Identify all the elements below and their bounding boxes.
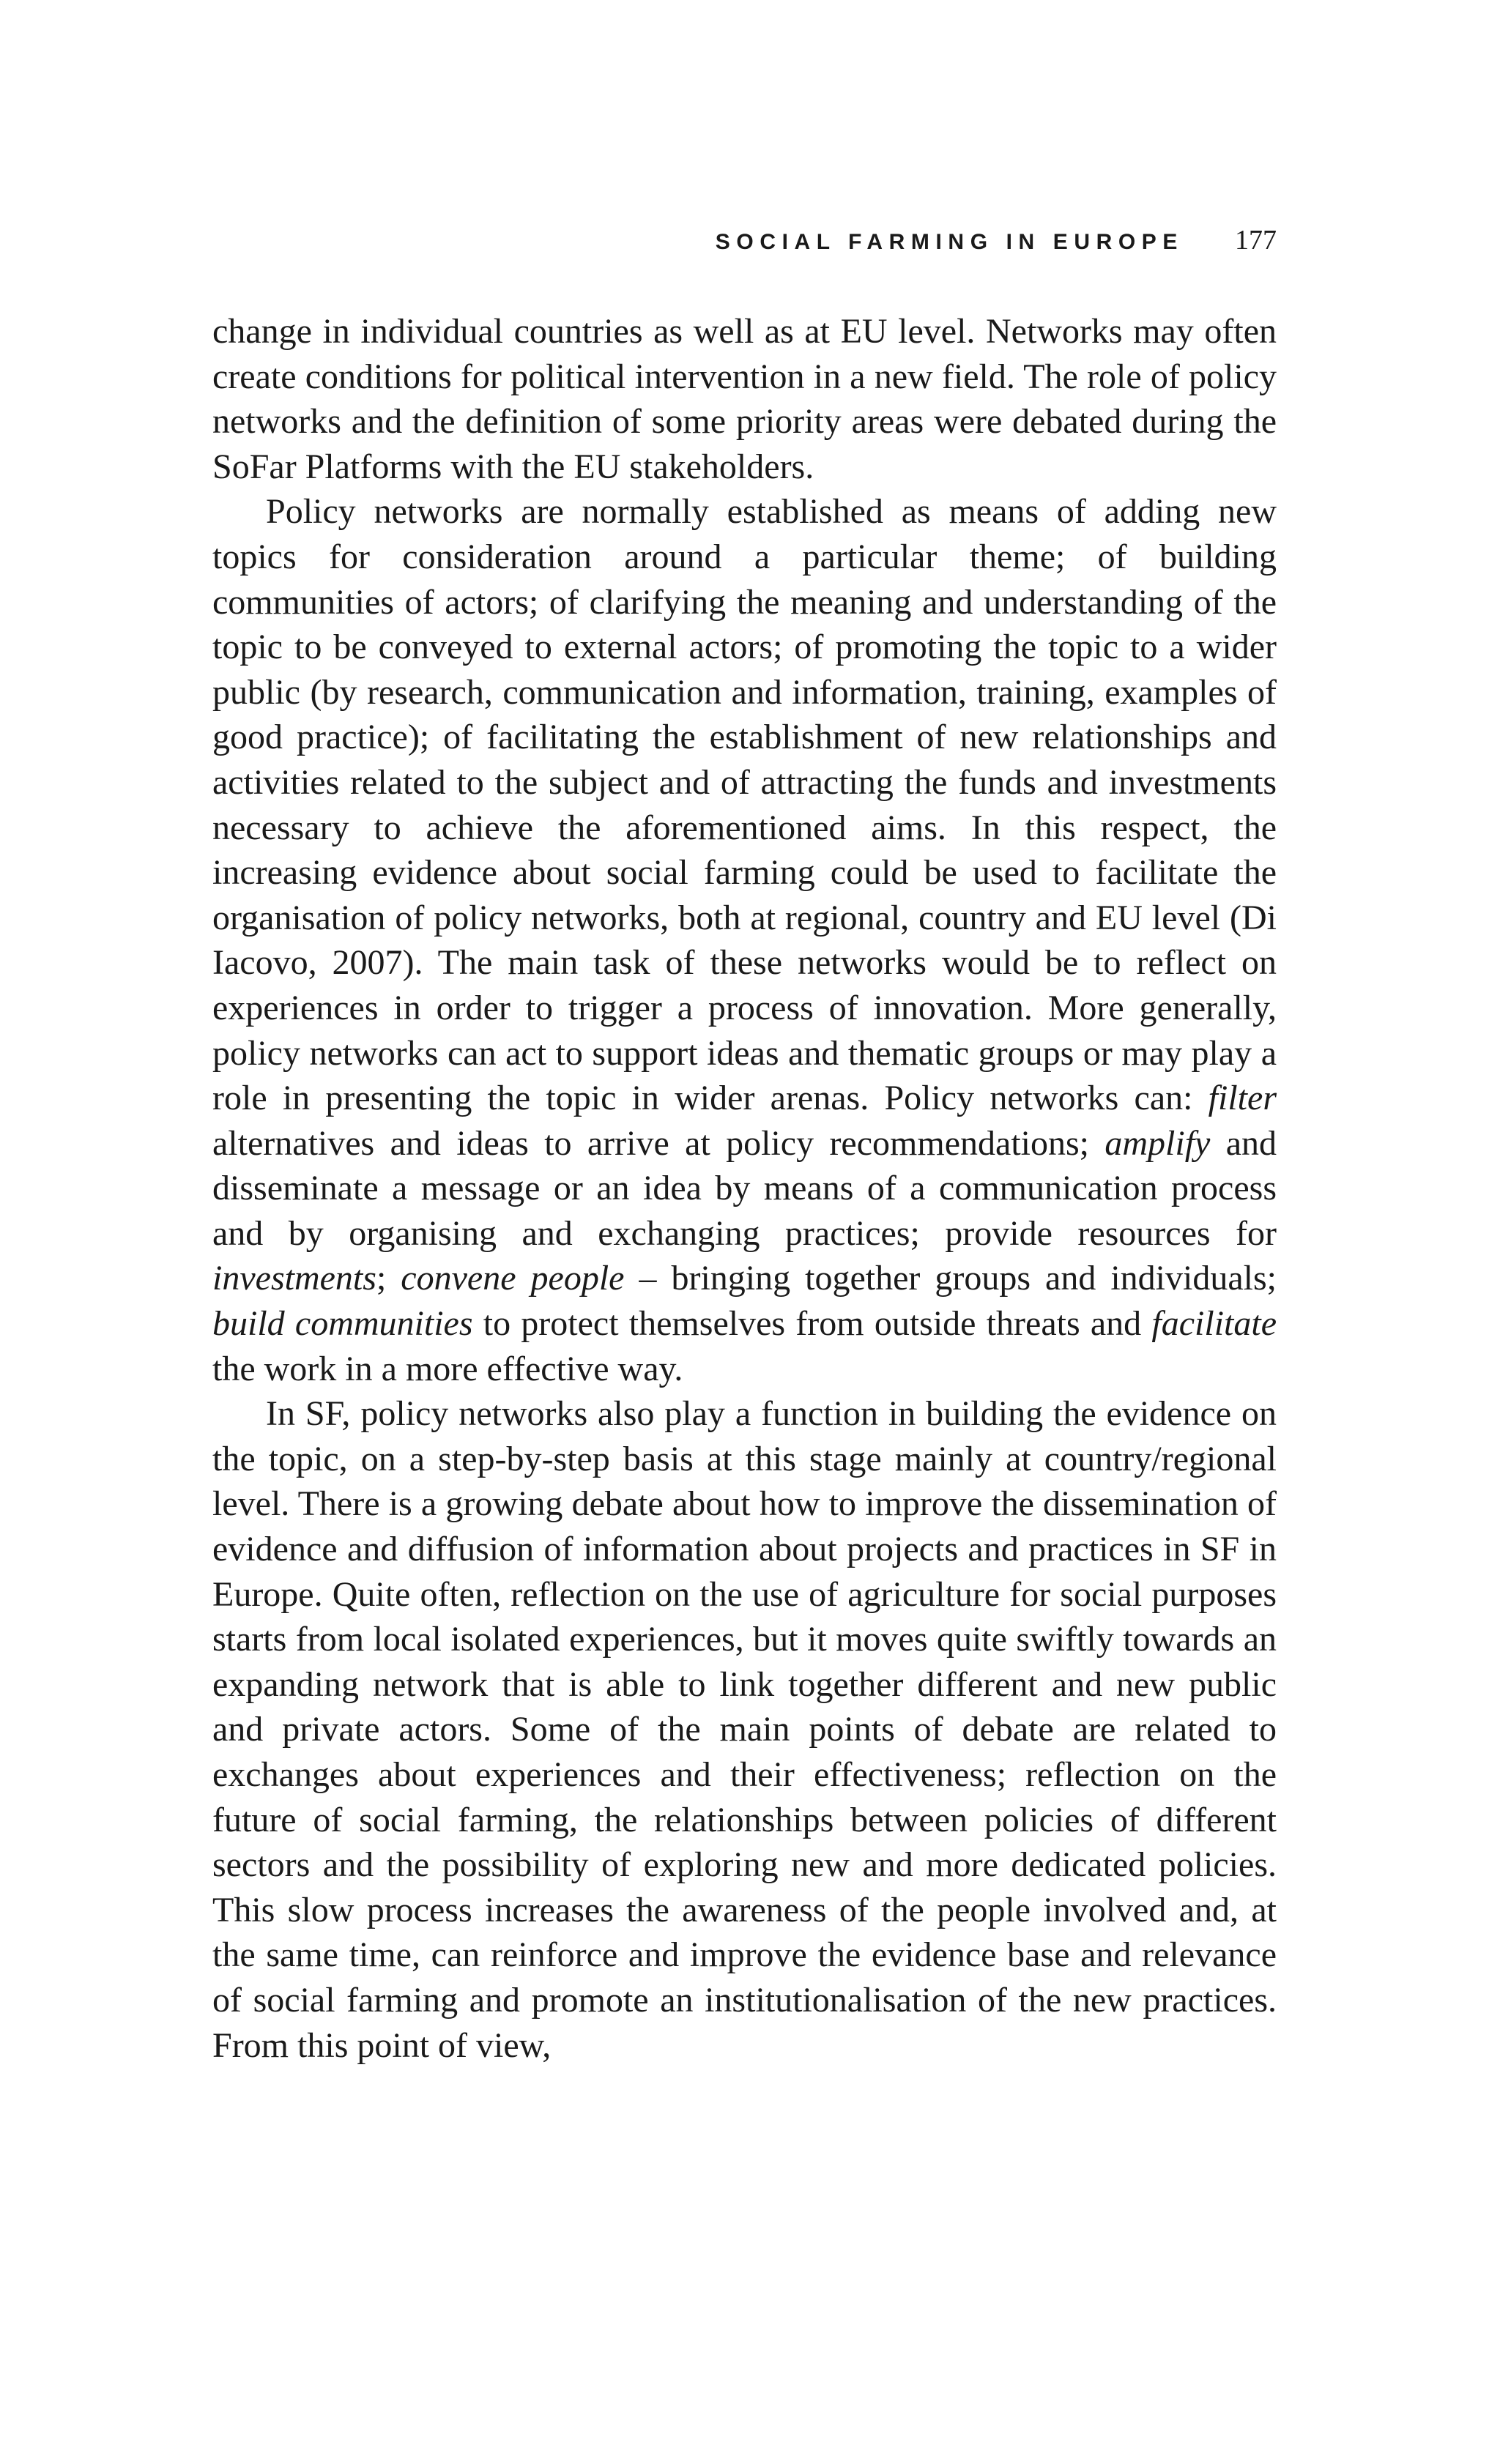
running-title: SOCIAL FARMING IN EUROPE bbox=[715, 230, 1184, 254]
text-run: the work in a more effective way. bbox=[212, 1349, 683, 1388]
text-run: Policy networks are normally established as means of adding new topics for consideration around a particular theme; of building communities of actors; of clarifying the meaning and understanding of the topic to be conveyed to external actors; of promoting the topic to a wider public (by research, communication and information, training, examples of good practice); of facilitating the establishment of new relationships and activities related to the subject and of attracting the funds and investments necessary to achieve the aforementioned aims. In this respect, the increasing evidence about social farming could be used to facilitate the organisation of policy networks, both at regional, country and EU level (Di Iacovo, 2007). The main task of these networks would be to reflect on experiences in order to trigger a process of innovation. More generally, policy networks can act to support ideas and thematic groups or may play a role in presenting the topic in wider arenas. Policy networks can: bbox=[212, 492, 1277, 1118]
emphasis-text: investments bbox=[212, 1259, 376, 1298]
page-number: 177 bbox=[1235, 225, 1277, 256]
emphasis-text: amplify bbox=[1104, 1123, 1211, 1163]
paragraph bbox=[212, 489, 1277, 1391]
emphasis-text: facilitate bbox=[1151, 1304, 1277, 1344]
text-run: In SF, policy networks also play a function in building the evidence on the topic, on a step-by-step basis at this stage mainly at country/regional level. There is a growing debate about how to improve the dissemination of evidence and diffusion of information about projects and practices in SF in Europe. Quite often, reflection on the use of agriculture for social purposes starts from local isolated experiences, but it moves quite swiftly towards an expanding network that is able to link together different and new public and private actors. Some of the main points of debate are related to exchanges about experiences and their effectiveness; reflection on the future of social farming, the relationships between policies of different sectors and the possibility of exploring new and more dedicated policies. This slow process increases the awareness of the people involved and, at the same time, can reinforce and improve the evidence base and relevance of social farming and promote an institutionalisation of the new practices. From this point of view, bbox=[212, 1394, 1277, 2065]
text-run: – bringing together groups and individuals; bbox=[624, 1259, 1277, 1298]
text-run: alternatives and ideas to arrive at policy recommendations; bbox=[212, 1123, 1105, 1163]
emphasis-text: filter bbox=[1208, 1079, 1277, 1118]
emphasis-text: convene people bbox=[401, 1259, 625, 1298]
body-text bbox=[212, 309, 1277, 2068]
paragraph bbox=[212, 309, 1277, 489]
emphasis-text: build communities bbox=[212, 1304, 473, 1344]
text-run: change in individual countries as well as at EU level. Networks may often create conditions for political intervention in a new field. The role of policy networks and the definition of some priority areas were debated during the SoFar Platforms with the EU stakeholders. bbox=[212, 312, 1277, 486]
text-run: ; bbox=[376, 1259, 401, 1298]
text-run: and disseminate a message or an idea by means of a communication process and by organising and exchanging practices; provide resources for bbox=[212, 1123, 1277, 1253]
paragraph bbox=[212, 1391, 1277, 2068]
running-head bbox=[212, 224, 1277, 258]
text-run: to protect themselves from outside threats and bbox=[472, 1304, 1152, 1344]
